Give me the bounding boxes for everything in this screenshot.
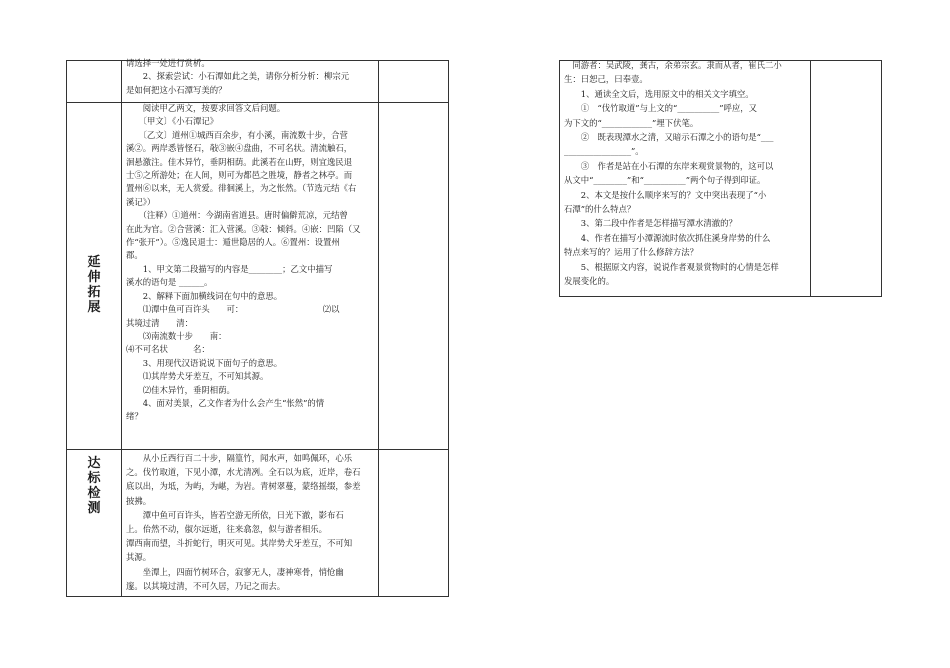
text-line: 请选择一处进行赏析。 (126, 58, 210, 68)
text-line: 作“张开”）。⑤逸民退士：遁世隐居的人。⑥置州：设置州 (126, 237, 340, 248)
text-line: ③ 作者是站在小石潭的东岸来观赏景物的，这可以 (564, 160, 774, 171)
text-line: 4、面对美景，乙文作者为什么会产生“怅然”的情 (126, 397, 325, 408)
text-line: 在此为官。②合营溪：汇入营溪。③敧：倾斜。④嵌：凹陷（又 (126, 223, 361, 234)
reading-comparison-block (126, 102, 361, 424)
row-divider-2 (67, 449, 448, 450)
text-line: 潭中鱼可百许头，皆若空游无所依，日光下澈，影布石 (126, 509, 344, 520)
text-line: ① “伐竹取道”与上文的“__________”呼应，又 (564, 103, 757, 114)
extend-section-label: 延伸拓展 (87, 255, 101, 315)
text-line: 3、用现代汉语说说下面句子的意思。 (126, 357, 283, 368)
text-line: 1、甲文第二段描写的内容是________；乙文中描写 (126, 263, 333, 274)
questions-block (564, 58, 782, 289)
text-line: 绪？ (126, 411, 143, 422)
text-line: 郡。 (126, 250, 143, 261)
text-line: 之。伐竹取道，下见小潭，水尤清冽。全石以为底，近岸，卷石 (126, 467, 361, 478)
text-line: 披拂。 (126, 495, 152, 506)
right-column-divider (378, 61, 379, 596)
text-line: 2、探索尝试：小石潭如此之美，请你分析分析：柳宗元 (126, 71, 350, 82)
standard-section-label: 达标检测 (87, 456, 101, 516)
text-line: 上。佁然不动，俶尔远逝，往来翕忽，似与游者相乐。 (126, 524, 327, 535)
text-line: 阅读甲乙两文，按要求回答文后问题。 (126, 103, 286, 113)
text-line: 〔甲文〕《小石潭记》 (126, 116, 219, 127)
text-line: ⑴其岸势犬牙差互，不可知其源。 (126, 371, 269, 382)
text-line: （注释）①道州：今湖南省道县。唐时偏僻荒凉，元结曾 (126, 210, 348, 221)
left-worksheet-table (66, 60, 449, 597)
text-line: ② 既表现潭水之清，又暗示石潭之小的语句是“___ (564, 132, 774, 143)
text-line: ________________”。 (564, 146, 644, 157)
text-line: 生：曰恕己，曰奉壹。 (564, 74, 648, 85)
text-line: 为下文的“____________”埋下伏笔。 (564, 117, 699, 128)
text-line: 其境过清 清： (126, 317, 193, 328)
text-line: 2、本文是按什么顺序来写的？文中突出表现了“小 (564, 189, 767, 200)
text-line: 底以出，为坻，为屿，为嵁，为岩。青树翠蔓，蒙络摇缀，参差 (126, 481, 361, 492)
text-line: 置州⑥以来，无人赏爱。徘徊溪上，为之怅然。（节选元结《右 (126, 183, 357, 194)
text-line: 3、第二段中作者是怎样描写潭水清澈的？ (564, 218, 737, 229)
text-line: 石潭”的什么特点？ (564, 204, 636, 215)
text-line: 是如何把这小石潭写美的？ (126, 84, 227, 95)
left-column-divider (121, 61, 122, 596)
passage-block (126, 451, 361, 593)
text-line: 溪记》） (126, 196, 156, 207)
text-line: 特点来写的？运用了什么修辞方法？ (564, 247, 698, 258)
top-question-block (126, 57, 349, 97)
text-line: 潭西南而望，斗折蛇行，明灭可见。其岸势犬牙差互，不可知 (126, 538, 353, 549)
text-line: 1、通读全文后，选用原文中的相关文字填空。 (564, 88, 754, 99)
text-line: ⑴潭中鱼可百许头 可： ⑵以 (126, 304, 340, 315)
text-line: 其源。 (126, 552, 152, 563)
text-line: 溪水的语句是 ______。 (126, 277, 213, 288)
text-line: ⑶南流数十步 南： (126, 330, 227, 341)
text-line: 从文中“________”和“__________”两个句子得到印证。 (564, 175, 766, 186)
right-table-column-divider (810, 61, 811, 296)
text-line: 溪②。两岸悉皆怪石，敧③嵌④盘曲，不可名状。清流触石， (126, 143, 353, 154)
text-line: 坐潭上，四面竹树环合，寂寥无人，凄神寒骨，悄怆幽 (126, 566, 344, 577)
text-line: 5、根据原文内容，说说作者观景赏物时的心情是怎样 (564, 261, 779, 272)
text-line: 洄悬激注。佳木异竹，垂阴相荫。此溪若在山野，则宜逸民退 (126, 156, 353, 167)
text-line: 发展变化的。 (564, 276, 615, 287)
text-line: 〔乙文〕道州①城西百余步，有小溪，南流数十步，合营 (126, 129, 348, 140)
text-line: 从小丘西行百二十步，隔篁竹，闻水声，如鸣佩环，心乐 (126, 453, 353, 463)
text-line: 同游者：吴武陵，龚古，余弟宗玄。隶而从者，崔氏二小 (564, 60, 782, 70)
text-line: 邃。以其境过清，不可久居，乃记之而去。 (126, 580, 286, 591)
text-line: 士⑤之所游处；在人间，则可为都邑之胜境，静者之林亭。而 (126, 170, 353, 181)
text-line: ⑵佳木异竹，垂阴相荫。 (126, 384, 235, 395)
text-line: 4、作者在描写小潭源流时依次抓住溪身岸势的什么 (564, 232, 771, 243)
right-worksheet-table (559, 60, 882, 297)
text-line: 2、解释下面加横线词在句中的意思。 (126, 290, 283, 301)
text-line: ⑷不可名状 名： (126, 344, 210, 355)
